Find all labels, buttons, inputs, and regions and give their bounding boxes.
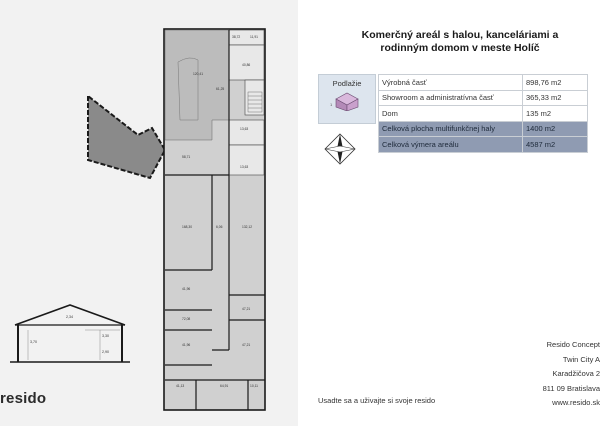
floor-building-icon [333,91,361,111]
plan-room [229,145,264,175]
address-line: Resido Concept [546,340,600,349]
area-value: 4587 m2 [523,137,588,153]
resido-logo: resido [0,390,47,407]
area-value: 1400 m2 [523,121,588,137]
plan-room-label: 47,21 [242,307,251,311]
page-title [355,29,565,55]
plan-room-label: 58,71 [182,155,191,159]
plan-room-label: 47,21 [242,343,251,347]
area-label: Celková výmera areálu [379,137,523,153]
plan-room [229,120,264,145]
website-link[interactable]: www.resido.sk [552,398,600,407]
company-address [520,338,600,411]
area-row [379,137,588,153]
area-label: Dom [379,106,523,122]
plan-room-label: 120,41 [193,72,204,76]
section-label: 3,30 [102,334,109,338]
floor-label: Podlažie [332,79,362,88]
plan-room-label: 168,30 [182,225,193,229]
section-drawing [10,305,130,362]
floor-indicator [318,74,376,124]
plan-room-label: 11,91 [250,35,259,39]
address-line: Twin City A [562,354,600,364]
plan-room-label: 6,06 [216,225,223,229]
floor-number: 1 [330,102,333,107]
plan-room-label: 41,13 [176,384,185,388]
plan-room-label: 61,25 [216,87,225,91]
area-table [378,74,588,153]
plan-room-label: 132,12 [242,225,253,229]
area-row [379,90,588,106]
area-row [379,106,588,122]
plan-room-label: 41,96 [182,287,191,291]
area-value: 898,76 m2 [523,75,588,91]
floor-plan-drawing [0,0,298,426]
section-label: 2,90 [102,350,109,354]
plan-room-label: 41,96 [182,343,191,347]
slogan: Usadte sa a uživajte si svoje resido [318,396,436,405]
area-label: Výrobná časť [379,75,523,91]
section-label: 3,70 [30,340,37,344]
area-row [379,75,588,91]
title-line-2: rodinným domom v meste Holíč [380,42,540,54]
plan-room-label: 13,63 [240,127,249,131]
plan-room-label: 10,11 [250,384,259,388]
area-value: 365,33 m2 [523,90,588,106]
plan-room-label: 72,08 [182,317,191,321]
plan-room-label: 13,63 [240,165,249,169]
plan-wing [88,96,165,178]
plan-room-label: 40,86 [242,63,251,67]
plan-room-label: 64,91 [220,384,229,388]
area-label: Celková plocha multifunkčnej haly [379,121,523,137]
area-value: 135 m2 [523,106,588,122]
address-line: Karadžičova 2 [552,369,600,378]
title-line-1: Komerčný areál s halou, kanceláriami a [361,29,559,41]
area-label: Showroom a administratívna časť [379,90,523,106]
floor-plan-panel [0,0,298,426]
plan-room-label: 38,72 [232,35,241,39]
north-arrow-icon [323,132,357,166]
address-line: 811 09 Bratislava [542,383,600,393]
section-label: 2,34 [66,315,73,319]
area-row [379,121,588,137]
